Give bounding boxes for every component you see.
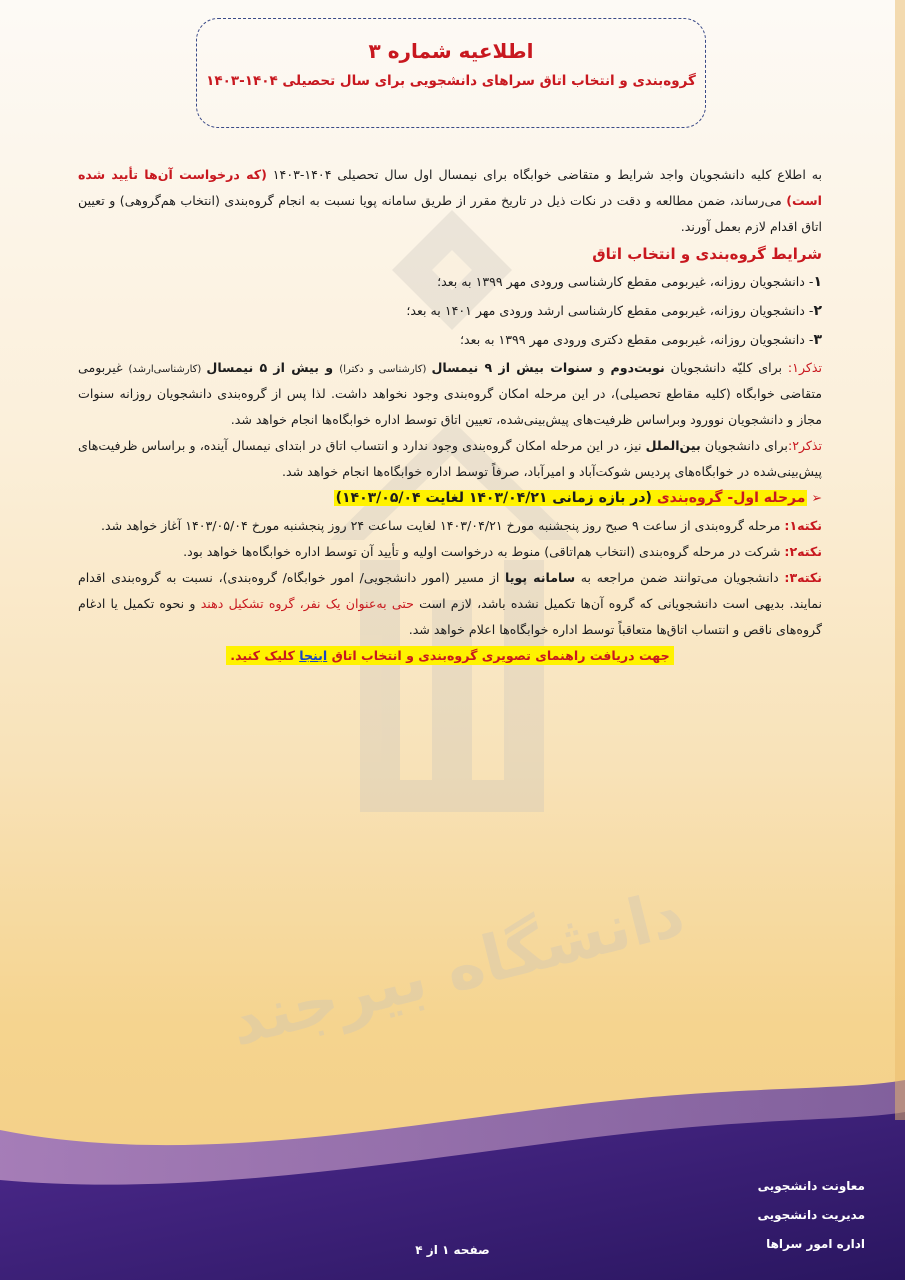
condition-num-3: ۳ [813, 331, 822, 348]
note-2-text: شرکت در مرحله گروه‌بندی (انتخاب هم‌اتاقی) منوط به درخواست اولیه و تأیید آن توسط اداره خوابگاه‌ها خواهد بود. [183, 544, 785, 560]
signature-line-2: مدیریت دانشجویی [757, 1207, 865, 1222]
phase-one-heading [78, 484, 822, 513]
note-1-label: نکته۱: [784, 518, 822, 534]
phase-range: (در بازه زمانی ۱۴۰۳/۰۴/۲۱ لغایت ۱۴۰۳/۰۵/۰۴) [335, 490, 657, 507]
reminder-1-label: تذکر۱: [787, 359, 822, 375]
reminder-1-text-g: بیش از ۵ نیمسال [206, 359, 319, 375]
conditions-heading: شرایط گروه‌بندی و انتخاب اتاق [592, 244, 822, 263]
note-3-text-d: حتی به‌عنوان یک نفر، گروه تشکیل دهند [200, 596, 414, 612]
note-3-label: نکته۳: [784, 570, 822, 586]
reminder-1-text-h: (کارشناسی‌ارشد) [128, 363, 207, 375]
guide-link[interactable]: اینجا [299, 648, 328, 663]
reminder-1-text-a: برای کلیّه دانشجویان [664, 359, 788, 375]
note-3-text-a: دانشجویان می‌توانند ضمن مراجعه به [575, 570, 785, 586]
condition-text-2: - دانشجویان روزانه، غیربومی مقطع کارشناسی ارشد ورودی مهر ۱۴۰۱ به بعد؛ [406, 303, 814, 319]
reminder-2-text-b: بین‌الملل [645, 437, 701, 453]
page-title: اطلاعیه شماره ۳ [368, 39, 534, 63]
note-3-text-b: سامانه پویا [505, 570, 576, 586]
intro-text-approved: (که درخواست آن‌ها تأیید شده است) [78, 167, 822, 208]
condition-item-3 [78, 326, 822, 355]
reminder-1 [78, 355, 822, 433]
intro-text-1: به اطلاع کلیه دانشجویان واجد شرایط و متقاضی خوابگاه برای نیمسال اول سال تحصیلی ۱۴۰۴-۱۴۰۳ [266, 167, 822, 182]
note-1 [78, 513, 822, 539]
reminder-1-text-c: و [592, 359, 611, 375]
note-1-text: مرحله گروه‌بندی از ساعت ۹ صبح روز پنجشنبه مورخ ۱۴۰۳/۰۴/۲۱ لغایت ساعت ۲۴ روز پنجشنبه مورخ ۱۴۰۳/۰۵/۰۴ آغاز خواهد شد. [100, 518, 785, 534]
note-2-label: نکته۲: [784, 544, 822, 560]
note-3-text-c: از مسیر (امور دانشجویی/ امور خوابگاه/ گروه‌بندی)، نسبت به گروه‌بندی اقدام نمایند. بدیهی است دانشجویانی که گروه آن‌ها تکمیل نشده باشد، لازم است [78, 570, 822, 612]
page-number: صفحه ۱ از ۴ [415, 1243, 490, 1257]
page-subtitle: گروه‌بندی و انتخاب اتاق سراهای دانشجویی برای سال تحصیلی ۱۴۰۴-۱۴۰۳ [206, 73, 696, 89]
condition-text-3: - دانشجویان روزانه، غیربومی مقطع دکتری ورودی مهر ۱۳۹۹ به بعد؛ [460, 331, 814, 347]
watermark-text: دانشگاه بیرجند [222, 876, 692, 1061]
reminder-2-text-c: نیز، در این مرحله امکان گروه‌بندی وجود ندارد و انتساب اتاق در ابتدای نیمسال آینده، و براساس ظرفیت‌های پیش‌بینی‌شده در خوابگاه‌های پردیس شوکت‌آباد و امیرآباد، صرفاً توسط اداره خوابگاه‌ها انجام خواهد شد. [78, 437, 822, 479]
signature-line-3: اداره امور سراها [766, 1236, 865, 1251]
guide-line [78, 643, 822, 669]
announcement-body [78, 162, 822, 669]
guide-text-b: کلیک کنید. [230, 648, 300, 663]
reminder-1-text-e: (کارشناسی و دکترا) [339, 363, 432, 375]
reminder-1-text-d: سنوات بیش از ۹ نیمسال [431, 359, 593, 375]
intro-text-2: می‌رساند، ضمن مطالعه و دقت در نکات ذیل در تاریخ مقرر از طریق سامانه پویا نسبت به انجام گروه‌بندی (انتخاب هم‌گروهی) و تعیین اتاق اقدام لازم بعمل آورند. [78, 192, 822, 234]
reminder-1-text-b: نوبت‌دوم [610, 359, 665, 375]
condition-num-2: ۲ [813, 303, 822, 320]
condition-item-1 [78, 268, 822, 297]
title-box [196, 18, 706, 128]
guide-text-a: جهت دریافت راهنمای تصویری گروه‌بندی و انتخاب اتاق [327, 648, 670, 663]
note-2 [78, 539, 822, 565]
intro-paragraph [78, 162, 822, 240]
reminder-2-text-a: برای دانشجویان [700, 437, 788, 453]
note-3 [78, 565, 822, 643]
arrow-bullet-icon: ➢ [811, 490, 822, 506]
reminder-1-text-i: غیربومی متقاضی خوابگاه (کلیه مقاطع تحصیلی)، در این مرحله امکان گروه‌بندی وجود نخواهد داشت. لذا پس از گروه‌بندی دانشجویان روزانه سنوات مجاز و دانشجویان نوورود وبراساس ظرفیت‌های پیش‌بینی‌شده، تعیین اتاق توسط اداره خوابگاه‌ها انجام خواهد شد. [78, 359, 822, 427]
phase-title: مرحله اول- گروه‌بندی [656, 490, 806, 507]
condition-num-1: ۱ [813, 274, 822, 291]
note-3-text-e: و نحوه تکمیل یا ادغام گروه‌های ناقص و انتساب اتاق‌ها متعاقباً توسط اداره خوابگاه‌ها اعلام خواهد شد. [78, 596, 822, 638]
reminder-2-label: تذکر۲: [787, 437, 823, 453]
reminder-2 [78, 433, 822, 485]
reminder-1-text-f: و [318, 359, 340, 375]
condition-text-1: - دانشجویان روزانه، غیربومی مقطع کارشناسی ورودی مهر ۱۳۹۹ به بعد؛ [437, 274, 814, 290]
condition-item-2 [78, 297, 822, 326]
signature-line-1: معاونت دانشجویی [757, 1179, 865, 1193]
